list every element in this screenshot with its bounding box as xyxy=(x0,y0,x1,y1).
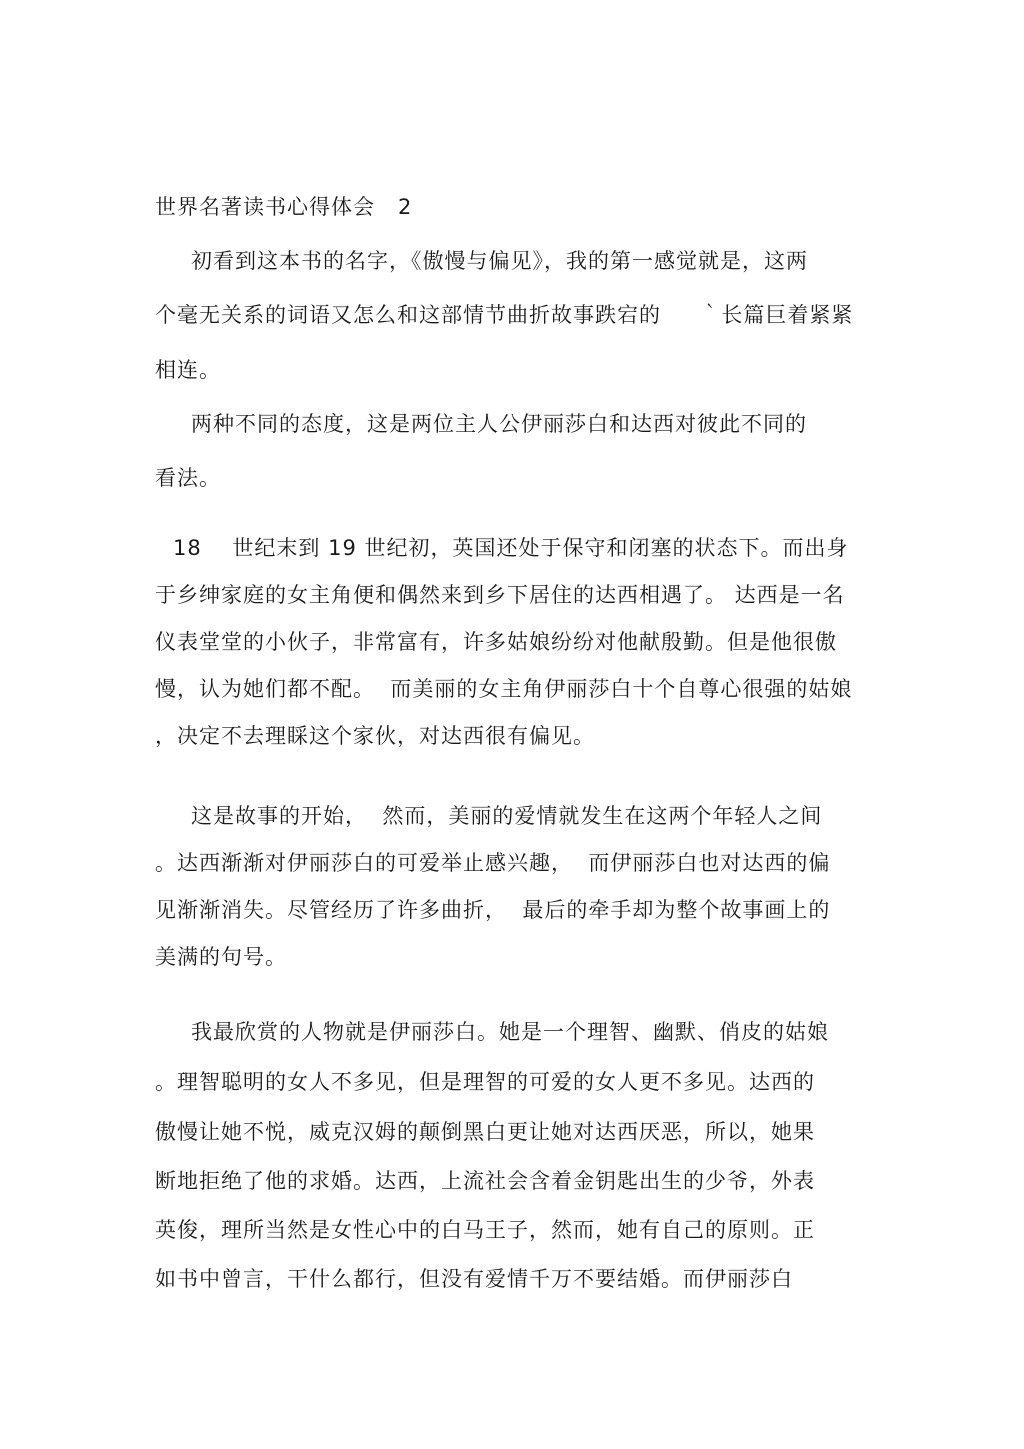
paragraph-5-line-1: 我最欣赏的人物就是伊丽莎白。她是一个理智、幽默、俏皮的姑娘 xyxy=(191,1020,829,1044)
paragraph-3-line-4: 慢，认为她们都不配。 而美丽的女主角伊丽莎白十个自尊心很强的姑娘 xyxy=(155,677,853,701)
paragraph-1-line-1: 初看到这本书的名字，《傲慢与偏见》，我的第一感觉就是，这两 xyxy=(191,249,808,273)
paragraph-3-line-3: 仪表堂堂的小伙子，非常富有，许多姑娘纷纷对他献殷勤。但是他很傲 xyxy=(155,630,837,654)
paragraph-3-line-2: 于乡绅家庭的女主角便和偶然来到乡下居住的达西相遇了。 达西是一名 xyxy=(155,583,845,607)
paragraph-5-line-6: 如书中曾言，干什么都行，但没有爱情千万不要结婚。而伊丽莎白 xyxy=(155,1267,793,1291)
paragraph-4-line-4: 美满的句号。 xyxy=(155,945,287,969)
paragraph-3-line-5: ，决定不去理睬这个家伙，对达西很有偏见。 xyxy=(155,724,595,748)
paragraph-2-line-1: 两种不同的态度，这是两位主人公伊丽莎白和达西对彼此不同的 xyxy=(191,412,807,436)
paragraph-5-line-2: 。理智聪明的女人不多见，但是理智的可爱的女人更不多见。达西的 xyxy=(155,1070,815,1094)
paragraph-5-line-4: 断地拒绝了他的求婚。达西，上流社会含着金钥匙出生的少爷，外表 xyxy=(155,1169,815,1193)
document-title: 世界名著读书心得体会 2 xyxy=(155,195,413,219)
paragraph-5-line-3: 傲慢让她不悦，威克汉姆的颠倒黑白更让她对达西厌恶，所以，她果 xyxy=(155,1120,815,1144)
paragraph-5-line-5: 英俊，理所当然是女性心中的白马王子，然而，她有自己的原则。正 xyxy=(155,1218,815,1242)
paragraph-1-line-3: 相连。 xyxy=(155,358,221,382)
paragraph-3-line-1: 18 世纪末到 19 世纪初，英国还处于保守和闭塞的状态下。而出身 xyxy=(173,536,849,560)
paragraph-2-line-2: 看法。 xyxy=(155,466,221,490)
paragraph-4-line-3: 见渐渐消失。尽管经历了许多曲折， 最后的牵手却为整个故事画上的 xyxy=(155,898,831,922)
paragraph-1-line-2: 个毫无关系的词语又怎么和这部情节曲折故事跌宕的 ｀长篇巨着紧紧 xyxy=(155,303,854,327)
paragraph-4-line-2: 。达西渐渐对伊丽莎白的可爱举止感兴趣， 而伊丽莎白也对达西的偏 xyxy=(155,851,831,875)
paragraph-4-line-1: 这是故事的开始， 然而，美丽的爱情就发生在这两个年轻人之间 xyxy=(191,804,823,828)
